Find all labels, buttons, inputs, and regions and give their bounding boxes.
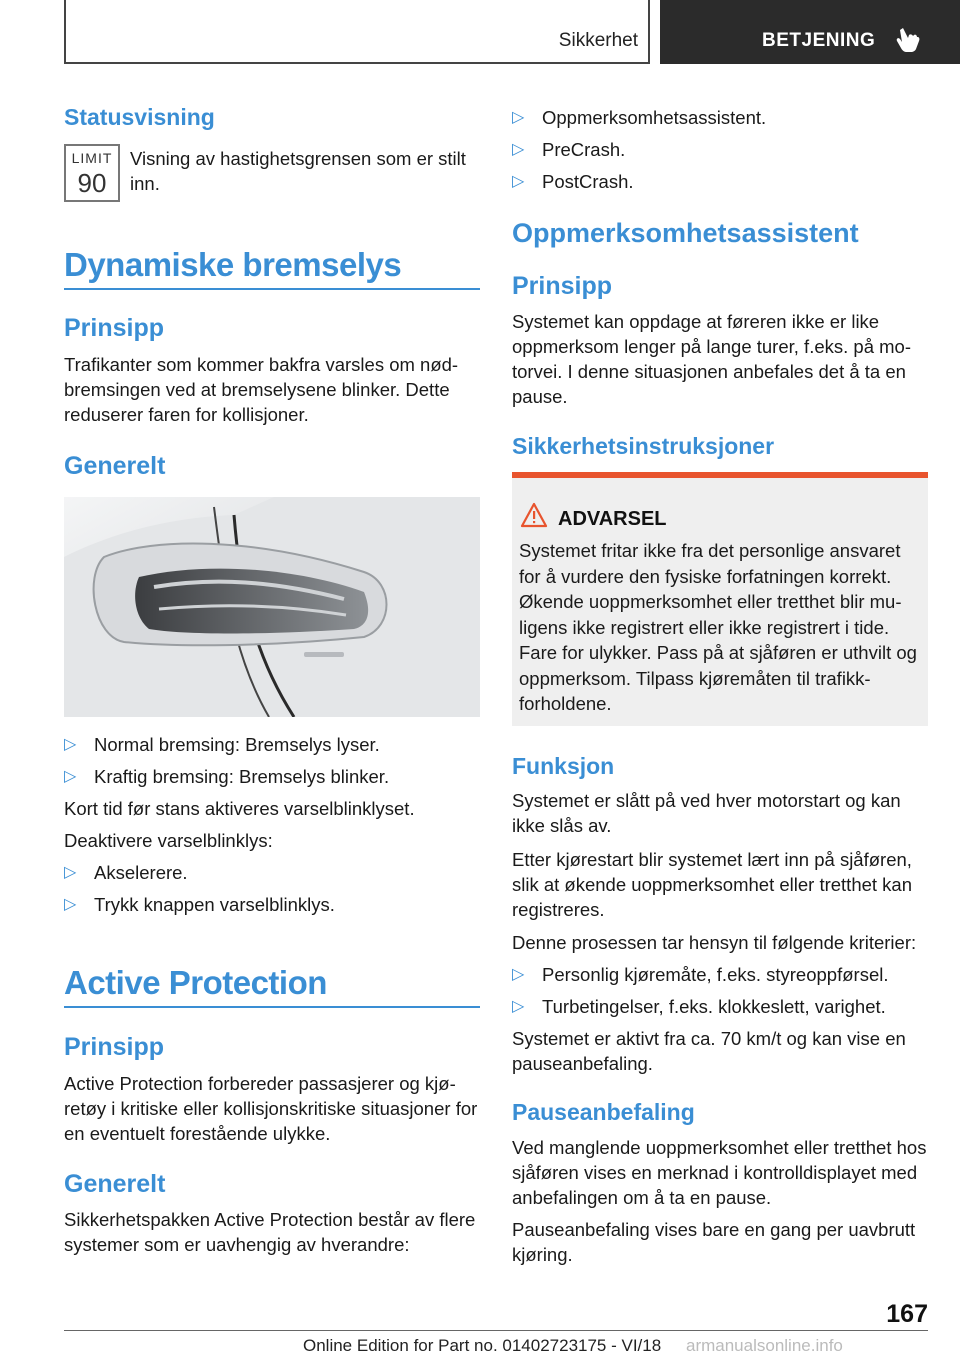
- list-item: ▷ Personlig kjøremåte, f.eks. styreoppførsel.: [512, 964, 889, 985]
- header-left-border: [64, 0, 66, 64]
- pointing-hand-icon: [892, 24, 922, 54]
- pauseanbefaling-heading: Pauseanbefaling: [512, 1099, 695, 1125]
- triangle-bullet-icon: ▷: [64, 768, 77, 785]
- limit-sign-value: 90: [77, 168, 107, 198]
- chapter-tab[interactable]: [660, 0, 960, 64]
- warning-text: Systemet fritar ikke fra det personlige ansvaret for å vurdere den fysiske forfatningen korrekt. Økende uoppmerksomhet eller tretthet blir mu-ligens ikke registrert eller ikke registrert i tide. Fare for ulykker. Pass på at sjåføren er uthvilt og oppmerksom. Tilpass kjøremåten til trafikk-forholdene.: [519, 540, 917, 714]
- statusvisning-heading: Statusvisning: [64, 104, 215, 130]
- speed-limit-sign-icon: [64, 144, 120, 202]
- oppmerksomhetsassistent-heading: Oppmerksomhetsassistent: [512, 218, 859, 248]
- funksjon-p1: Systemet er slått på ved hver motorstart og kan ikke slås av.: [512, 790, 901, 836]
- funksjon-heading: Funksjon: [512, 753, 615, 779]
- pause-p2: Pauseanbefaling vises bare en gang per uavbrutt kjøring.: [512, 1219, 916, 1265]
- dyn-prinsipp-text: Trafikanter som kommer bakfra varsles om nød-bremsingen ved at bremselysene blinker. Dette reduserer faren for kollisjoner.: [64, 354, 459, 425]
- section-title: Sikkerhet: [558, 30, 638, 51]
- dyn-generelt-heading: Generelt: [64, 452, 166, 480]
- pause-p1: Ved manglende uoppmerksomhet eller tretthet hos sjåføren vises en merknad i kontrolldisplayet med anbefalingen om å ta en pause.: [512, 1137, 927, 1208]
- list-item: ▷ Akselerere.: [64, 862, 188, 883]
- dyn-prinsipp-heading: Prinsipp: [64, 314, 165, 342]
- page-number: 167: [886, 1300, 928, 1328]
- ap-generelt-text: Sikkerhetspakken Active Protection består av flere systemer som er uavhengig av hverandre:: [64, 1209, 476, 1255]
- sikkerhetsinstruksjoner-heading: Sikkerhetsinstruksjoner: [512, 433, 775, 459]
- triangle-bullet-icon: ▷: [512, 141, 525, 158]
- triangle-bullet-icon: ▷: [512, 109, 525, 126]
- heading-rule: [64, 1006, 480, 1008]
- header-bottom-border: [64, 62, 650, 64]
- dyn-p1: Kort tid før stans aktiveres varselblinklyset.: [64, 798, 415, 819]
- warning-title: ADVARSEL: [558, 508, 667, 530]
- oa-prinsipp-text: Systemet kan oppdage at føreren ikke er like oppmerksom lenger på lange turer, f.eks. på mo-torvei. I denne situasjonen anbefales det å ta en pause.: [512, 311, 911, 407]
- dyn-bremselys-heading: Dynamiske bremselys: [64, 246, 402, 283]
- oa-prinsipp-heading: Prinsipp: [512, 272, 613, 300]
- triangle-bullet-icon: ▷: [512, 998, 525, 1015]
- list-item: ▷ Normal bremsing: Bremselys lyser.: [64, 734, 380, 755]
- edition-text: Online Edition for Part no. 01402723175 - VI/18: [303, 1336, 662, 1355]
- limit-sign-label: LIMIT: [71, 150, 113, 166]
- watermark-text: armanualsonline.info: [686, 1336, 843, 1355]
- warning-box: [512, 472, 928, 726]
- heading-rule: [64, 288, 480, 290]
- list-item: ▷ PostCrash.: [512, 171, 634, 192]
- active-protection-heading: Active Protection: [64, 964, 327, 1001]
- chapter-tab-label: BETJENING: [762, 30, 876, 51]
- triangle-bullet-icon: ▷: [64, 736, 77, 753]
- triangle-bullet-icon: ▷: [64, 896, 77, 913]
- funksjon-p4: Systemet er aktivt fra ca. 70 km/t og kan vise en pauseanbefaling.: [512, 1028, 906, 1074]
- triangle-bullet-icon: ▷: [512, 966, 525, 983]
- list-item: ▷ Oppmerksomhetsassistent.: [512, 107, 767, 128]
- ap-prinsipp-text: Active Protection forbereder passasjerer og kjø-retøy i kritiske eller kollisjonskritiske situasjoner for en eventuelt forestående ulykke.: [64, 1073, 478, 1144]
- list-item: ▷ Kraftig bremsing: Bremselys blinker.: [64, 766, 390, 787]
- footer-rule: [64, 1330, 928, 1331]
- warning-triangle-icon: [520, 502, 548, 528]
- list-item: ▷ Trykk knappen varselblinklys.: [64, 894, 335, 915]
- triangle-bullet-icon: ▷: [512, 173, 525, 190]
- dyn-p2: Deaktivere varselblinklys:: [64, 830, 273, 851]
- ap-generelt-heading: Generelt: [64, 1170, 166, 1198]
- funksjon-p2: Etter kjørestart blir systemet lært inn på sjåføren, slik at økende uoppmerksomhet eller tretthet kan registreres.: [512, 849, 912, 920]
- triangle-bullet-icon: ▷: [64, 864, 77, 881]
- tail-light-illustration: [64, 497, 480, 717]
- list-item: ▷ Turbetingelser, f.eks. klokkeslett, varighet.: [512, 996, 886, 1017]
- tail-light-photo: [64, 497, 480, 717]
- list-item: ▷ PreCrash.: [512, 139, 626, 160]
- ap-prinsipp-heading: Prinsipp: [64, 1033, 165, 1061]
- header-separator: [648, 0, 650, 64]
- funksjon-p3: Denne prosessen tar hensyn til følgende kriterier:: [512, 932, 917, 953]
- statusvisning-text: Visning av hastighetsgrensen som er stilt inn.: [130, 148, 466, 194]
